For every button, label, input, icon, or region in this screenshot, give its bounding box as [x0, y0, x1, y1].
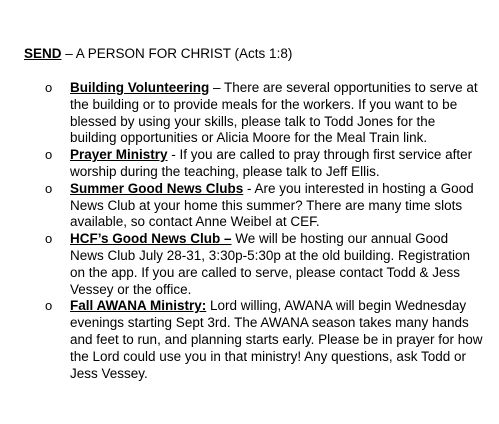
list-item-fall-awana-ministry: [0, 298, 499, 382]
item-text: – There are several opportunities to serve at the building or to provide meals for the workers. If you want to be blessed by using your skills, please talk to Todd Jones for the building opportunities or Alicia Moore for the Meal Train link.: [70, 80, 478, 146]
bullet-marker: o: [45, 231, 53, 247]
bullet-marker: o: [45, 80, 53, 95]
item-label: Prayer Ministry: [70, 147, 168, 163]
item-label: HCF’s Good News Club –: [70, 231, 232, 247]
list-item-building-volunteering: [0, 80, 499, 147]
list-item-summer-good-news-clubs: [0, 181, 499, 231]
item-text: Lord willing, AWANA will begin Wednesday evenings starting Sept 3rd. The AWANA season takes many hands and feet to run, and planning starts early. Please be in prayer for how the Lord could use you in that ministry! Any questions, ask Todd or Jess Vessey.: [70, 298, 483, 381]
list-item-hcf-good-news-club: [0, 231, 499, 298]
item-text: - Are you interested in hosting a Good News Club at your home this summer? There are many time slots available, so contact Anne Weibel at CEF.: [70, 180, 474, 230]
heading-subtitle: – A PERSON FOR CHRIST (Acts 1:8): [61, 46, 293, 61]
item-label: Fall AWANA Ministry:: [70, 298, 207, 314]
item-label: Summer Good News Clubs: [70, 180, 244, 196]
bullet-marker: o: [45, 147, 53, 163]
section-heading: [24, 45, 292, 62]
ministry-list: [0, 80, 499, 382]
bullet-marker: o: [45, 180, 53, 196]
item-text: We will be hosting our annual Good News Club July 28-31, 3:30p-5:30p at the old building. Registration on the app. If you are called to serve, please contact Todd & Jess Vessey or the office.: [70, 231, 470, 297]
item-label: Building Volunteering: [70, 80, 210, 95]
heading-keyword: SEND: [24, 46, 62, 61]
list-item-prayer-ministry: [0, 147, 499, 181]
item-text: - If you are called to pray through first service after worship during the teaching, please talk to Jeff Ellis.: [70, 147, 473, 179]
bullet-marker: o: [45, 298, 53, 314]
